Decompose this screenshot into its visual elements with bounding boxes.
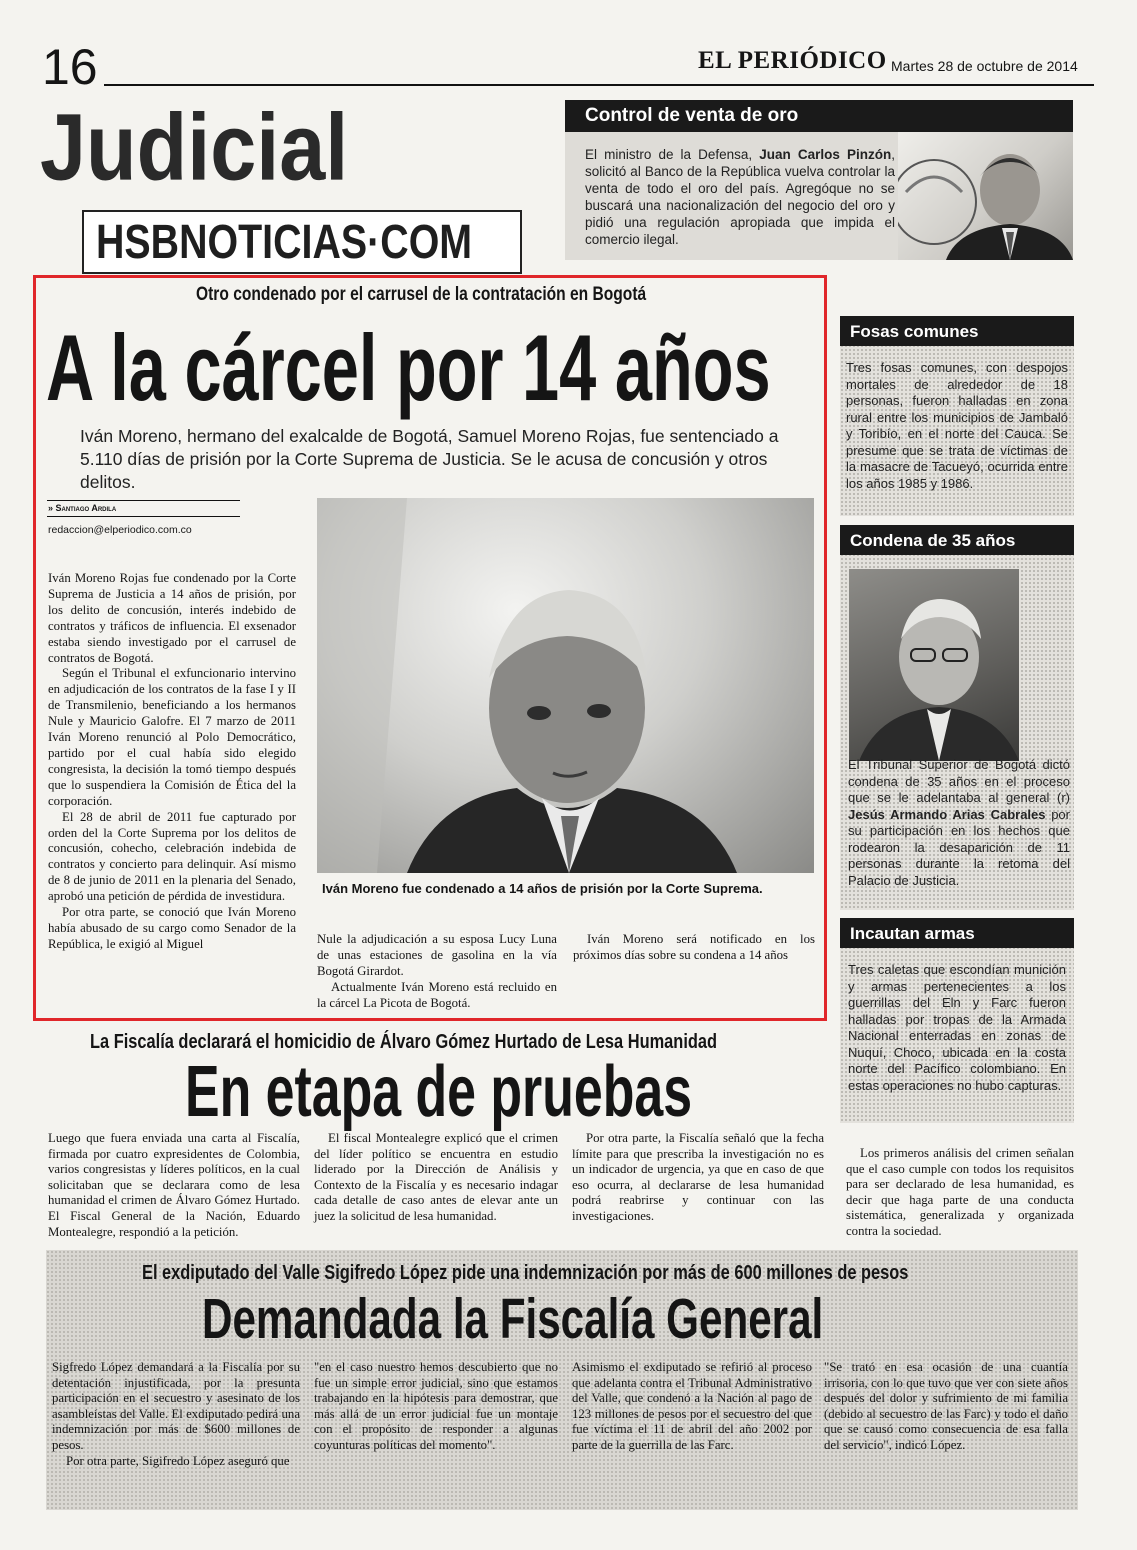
fiscalia-column-1 [52, 1360, 300, 1469]
condena-text: El Tribunal Superior de Bogotá dictó condena de 35 años en el proceso que se le adelantaba al general (r) Jesús Armando Arias Cabrales por su participación en los hechos que rodearon la desaparición de 11 personas durante la retoma del Palacio de Justicia. [848, 757, 1070, 888]
pruebas-headline: En etapa de pruebas [185, 1052, 693, 1132]
byline-email: redaccion@elperiodico.com.co [48, 524, 192, 536]
control-oro-box [565, 100, 1073, 260]
newspaper-name: EL PERIÓDICO [698, 47, 887, 74]
pruebas-col1-para: Luego que fuera enviada una carta al Fiscalía, firmada por cuatro expresidentes de Colombia, varios congresistas y líderes políticos, en la cual solicitaban que se declarara como de lesa humanidad el crimen de Álvaro Gómez Hurtado. El Fiscal General de la Nación, Eduardo Montealegre, respondió a la petición. [48, 1131, 300, 1239]
condena-title: Condena de 35 años [840, 525, 1074, 555]
main-col2-para: Actualmente Iván Moreno está recluido en la cárcel La Picota de Bogotá. [317, 979, 557, 1010]
page-number: 16 [42, 39, 98, 95]
armas-box [840, 918, 1074, 1123]
header-rule [104, 84, 1094, 86]
main-col3-para: Iván Moreno será notificado en los próximos días sobre su condena a 14 años [573, 932, 815, 962]
arias-photo [849, 569, 1019, 761]
fiscalia-col3-para: Asimismo el exdiputado se refirió al proceso que adelanta contra el Tribunal Administrativo del Valle, que condenó a la Nación al pago de 123 millones de pesos por el secuestro del que fue víctima el 11 de abril del año 2002 por parte de la guerrilla de las Farc. [572, 1360, 812, 1452]
fiscalia-column-3 [572, 1360, 812, 1454]
armas-text: Tres caletas que escondían munición y armas pertenecientes a los guerrillas del Eln y Farc fueron halladas por tropas de la Armada Nacional enterradas en zonas de Nuquí, Choco, ubicada en la costa norte del Pacífico colombiano. En estas operaciones no hubo capturas. [848, 962, 1066, 1093]
armas-title: Incautan armas [840, 918, 1074, 948]
arias-portrait-icon [849, 569, 1019, 761]
main-column-2 [317, 932, 557, 1012]
control-oro-text: El ministro de la Defensa, Juan Carlos Pinzón, solicitó al Banco de la República vuelva controlar la venta de todo el oro del país. Agregóque no se buscará una nacionalización del negocio del oro y pidió una regulación apropiada que impida el comercio ilegal. [585, 147, 895, 247]
fosas-title: Fosas comunes [840, 316, 1074, 346]
fosas-box [840, 316, 1074, 516]
fiscalia-col4-para: "Se trató en esa ocasión de una cuantía irrisoria, con lo que tuvo que ver con siete años después del dolor y sufrimiento de mi familia (debido al secuestro de las Farc) y todo el daño que se causó como consecuencia de esa falla del servicio", indicó López. [824, 1360, 1068, 1452]
fosas-text: Tres fosas comunes, con despojos mortales de alrededor de 18 personas, fueron halladas en zona rural entre los municipios de Jambaló y Toribío, en el norte del Cauca. Se presume que se trata de víctimas de la masacre de Tacueyó, ocurrida entre los años 1985 y 1986. [846, 360, 1068, 491]
condena-box [840, 525, 1074, 910]
photo-caption: Iván Moreno fue condenado a 14 años de prisión por la Corte Suprema. [322, 881, 763, 896]
pruebas-column-1 [48, 1131, 300, 1240]
main-col2-para: Nule la adjudicación a su esposa Lucy Luna de unas estaciones de gasolina en la vía Bogotá Girardot. [317, 932, 557, 978]
fiscalia-col1-para: Sigfredo López demandará a la Fiscalía por su detentación injustificada, por la presunta participación en el secuestro y asesinato de los asambleístas del Valle. El exdiputado pedirá una indemnización por más de $600 millones de pesos. [52, 1360, 300, 1452]
fiscalia-col1-para: Por otra parte, Sigifredo López aseguró que [66, 1453, 290, 1468]
ivan-moreno-portrait-icon [317, 498, 814, 873]
pruebas-col3-para: Por otra parte, la Fiscalía señaló que la fecha límite para que prescriba la investigación no es un indicador de urgencia, ya que en caso de que eso ocurra, al declararse de lesa humanidad podrá reabrirse y continuar con las investigaciones. [572, 1131, 824, 1223]
ivan-moreno-photo [317, 498, 814, 873]
main-col1-para: El 28 de abril de 2011 fue capturado por orden del la Corte Suprema por los delitos de concusión, cohecho, celebración indebida de contratos y concierto para delinquir. Así mismo de 8 de junio de 2011 en la plenaria del Senado, aprobó una petición de pérdida de investidura. [48, 809, 296, 904]
main-col1-para: Según el Tribunal el exfuncionario intervino en adjudicación de los contratos de la fase I y II de Transmilenio, beneficiando a los hermanos Nule y Mauricio Galofre. El 7 marzo de 2011 Iván Moreno renunció al Polo Democrático, partido por el cual había sido elegido congresista, la decisión la tomó tiempo después que lo suspendiera la Comisión de Ética del la corporación. [48, 666, 296, 808]
byline-rule-bottom [47, 516, 240, 517]
fiscalia-kicker: El exdiputado del Valle Sigifredo López pide una indemnización por más de 600 millones de pesos [142, 1262, 909, 1284]
pruebas-kicker: La Fiscalía declarará el homicidio de Álvaro Gómez Hurtado de Lesa Humanidad [90, 1031, 718, 1053]
pruebas-column-4 [846, 1146, 1074, 1240]
main-column-3 [573, 932, 815, 964]
pinzon-portrait-icon [898, 132, 1073, 260]
section-title: Judicial [40, 94, 349, 201]
main-kicker: Otro condenado por el carrusel de la contratación en Bogotá [196, 284, 647, 305]
pruebas-column-2 [314, 1131, 558, 1225]
byline: » Santiago Ardila [48, 503, 117, 513]
main-deck: Iván Moreno, hermano del exalcalde de Bogotá, Samuel Moreno Rojas, fue sentenciado a 5.110 días de prisión por la Corte Suprema de Justicia. Se le acusa de concusión y otros delitos. [80, 426, 779, 492]
pruebas-column-3 [572, 1131, 824, 1225]
fiscalia-col2-para: "en el caso nuestro hemos descubierto que no fue un simple error judicial, sino que estamos trabajando en la hipótesis para demostrar, que más allá de un error judicial fue un montaje con el propósito de responder a algunas coyunturas políticas del momento". [314, 1360, 558, 1452]
main-column-1 [48, 571, 296, 953]
byline-rule [47, 500, 240, 501]
fiscalia-column-2 [314, 1360, 558, 1454]
pruebas-col2-para: El fiscal Montealegre explicó que el crimen del líder político se encuentra en estudio liderado por la Dirección de Análisis y Contexto de la Fiscalía y es necesario indagar cada detalle de caso antes de elevar ante un juez la solicitud de lesa humanidad. [314, 1131, 558, 1223]
issue-date: Martes 28 de octubre de 2014 [891, 58, 1078, 74]
pruebas-col4-para: Los primeros análisis del crimen señalan que el caso cumple con todos los requisitos para ser declarado de lesa humanidad, es decir que haga parte de una conducta sistemática, generalizada y organizada contra la sociedad. [846, 1146, 1074, 1238]
main-col1-para: Por otra parte, se conoció que Iván Moreno había abusado de su cargo como Senador de la República, le exigió al Miguel [48, 905, 296, 951]
main-headline: A la cárcel por 14 años [46, 315, 771, 420]
website-banner [82, 210, 522, 274]
main-col1-para: Iván Moreno Rojas fue condenado por la Corte Suprema de Justicia a 14 años de prisión, por los delito de concusión, interés indebido de contratos y tráficos de influencia. El exsenador estaba siendo investigado por el carrusel de contratos de Bogotá. [48, 571, 296, 665]
website-text: HSBNOTICIAS·COM [96, 216, 473, 269]
control-oro-title: Control de venta de oro [565, 100, 1073, 132]
fiscalia-headline: Demandada la Fiscalía General [202, 1287, 824, 1351]
pinzon-photo [898, 132, 1073, 260]
fiscalia-column-4 [824, 1360, 1068, 1454]
